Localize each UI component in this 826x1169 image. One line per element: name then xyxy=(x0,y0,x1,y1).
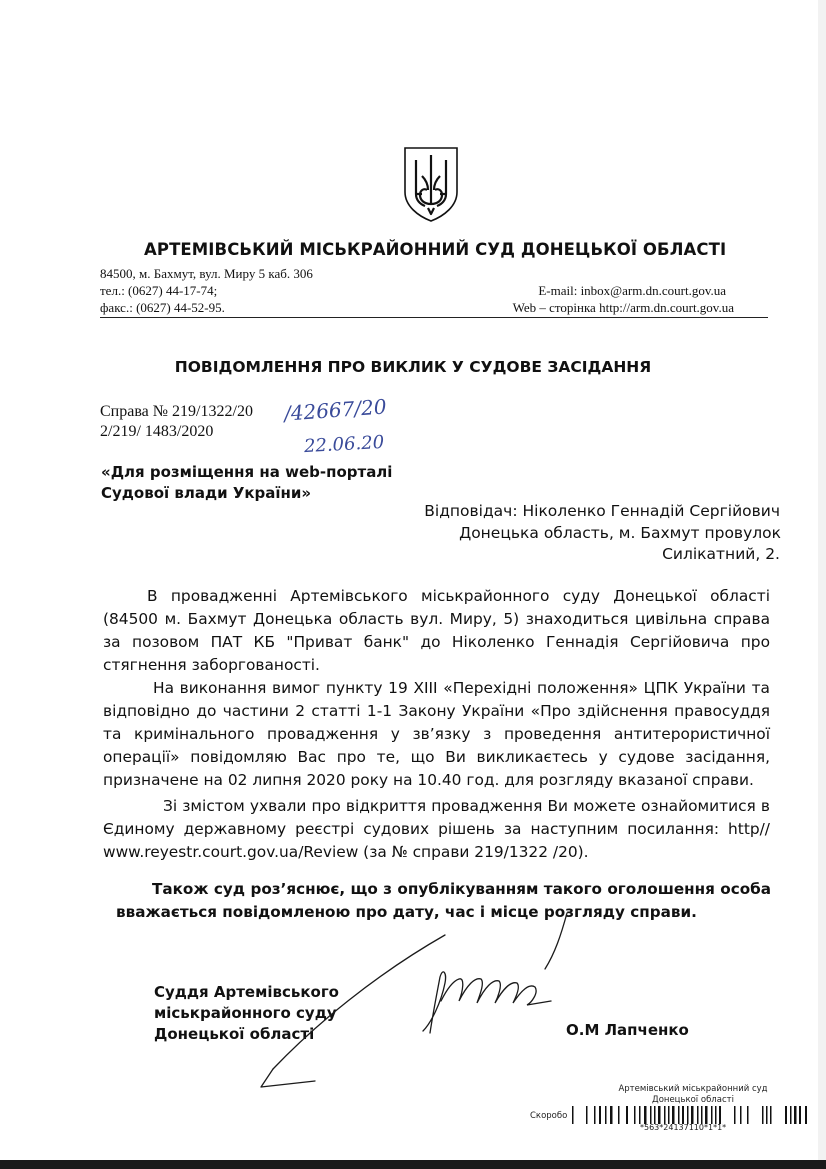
paragraph-summons-text: На виконання вимог пункту 19 ХІІІ «Перехідні положення» ЦПК України та відповідно до частини 2 статті 1-1 Закону України «Про здійснення правосуддя та кримінального провадження у зв’язку з проведення антитерористичної операції» повідомляю Вас про те, що Ви викликаєтесь у судове засідання, призначене на 02 липня 2020 року на 10.40 год. для розгляду вказаної справи. xyxy=(103,679,770,789)
barcode-text: *563*24137110*1*1* xyxy=(640,1123,727,1132)
paragraph-registry xyxy=(103,795,770,864)
publication-note-line2: Судової влади України» xyxy=(101,484,312,502)
scan-edge-bottom xyxy=(0,1160,826,1169)
court-website: Web – сторінка http://arm.dn.court.gov.ua xyxy=(512,300,734,315)
header-divider xyxy=(100,317,768,318)
paragraph-summons xyxy=(103,677,770,792)
court-name: АРТЕМІВСЬКИЙ МІСЬКРАЙОННИЙ СУД ДОНЕЦЬКОЇ ОБЛАСТІ xyxy=(144,240,727,259)
judge-title-line1: Суддя Артемівського xyxy=(154,983,339,1001)
respondent-address: Донецька область, м. Бахмут провулок xyxy=(459,524,781,542)
court-fax: факс.: (0627) 44-52-95. xyxy=(100,300,225,315)
document-title: ПОВІДОМЛЕННЯ ПРО ВИКЛИК У СУДОВЕ ЗАСІДАННЯ xyxy=(174,358,652,376)
handwritten-date: 22.06.20 xyxy=(303,431,385,458)
judge-title-line2: міськрайонного суду xyxy=(154,1004,337,1022)
stamp-court-region: Донецької області xyxy=(652,1095,734,1105)
paragraph-case-info xyxy=(103,585,770,677)
proceeding-number: 2/219/ 1483/2020 xyxy=(100,423,214,440)
court-email: E-mail: inbox@arm.dn.court.gov.ua xyxy=(538,283,726,298)
scan-edge-right xyxy=(818,0,826,1169)
case-number: Справа № 219/1322/20 xyxy=(100,403,253,420)
judge-name: О.М Лапченко xyxy=(566,1021,689,1039)
publication-note-line1: «Для розміщення на web-порталі xyxy=(101,463,393,481)
court-phone: тел.: (0627) 44-17-74; xyxy=(100,283,218,298)
judge-signature xyxy=(255,905,575,1095)
court-address: 84500, м. Бахмут, вул. Миру 5 каб. 306 xyxy=(100,266,313,281)
judge-title-line3: Донецької області xyxy=(154,1025,315,1043)
paragraph-case-info-text: В провадженні Артемівського міськрайонного суду Донецької області (84500 м. Бахмут Донецька область вул. Миру, 5) знаходиться цивільна справа за позовом ПАТ КБ "Приват банк" до Ніколенко Геннадія Сергійовича про стягнення заборгованості. xyxy=(103,587,770,674)
stamp-court-name: Артемівський міськрайонний суд xyxy=(618,1084,768,1094)
respondent-name: Відповідач: Ніколенко Геннадій Сергійович xyxy=(424,502,780,520)
respondent-address-cont: Силікатний, 2. xyxy=(662,545,780,563)
publication-notice-text: Також суд роз’яснює, що з опублікуванням такого оголошення особа вважається повідомленою про дату, час і місце розгляду справи. xyxy=(116,880,771,921)
stamp-label: Скоробо xyxy=(530,1111,568,1121)
ukraine-coat-of-arms-icon xyxy=(402,146,460,222)
handwritten-registration-number: /42667/20 xyxy=(283,394,388,426)
paragraph-registry-text: Зі змістом ухвали про відкриття провадження Ви можете ознайомитися в Єдиному державному реєстрі судових рішень за наступним посилання: http// www.reyestr.court.gov.ua/Review (за № справи 219/1322 /20). xyxy=(103,797,770,861)
